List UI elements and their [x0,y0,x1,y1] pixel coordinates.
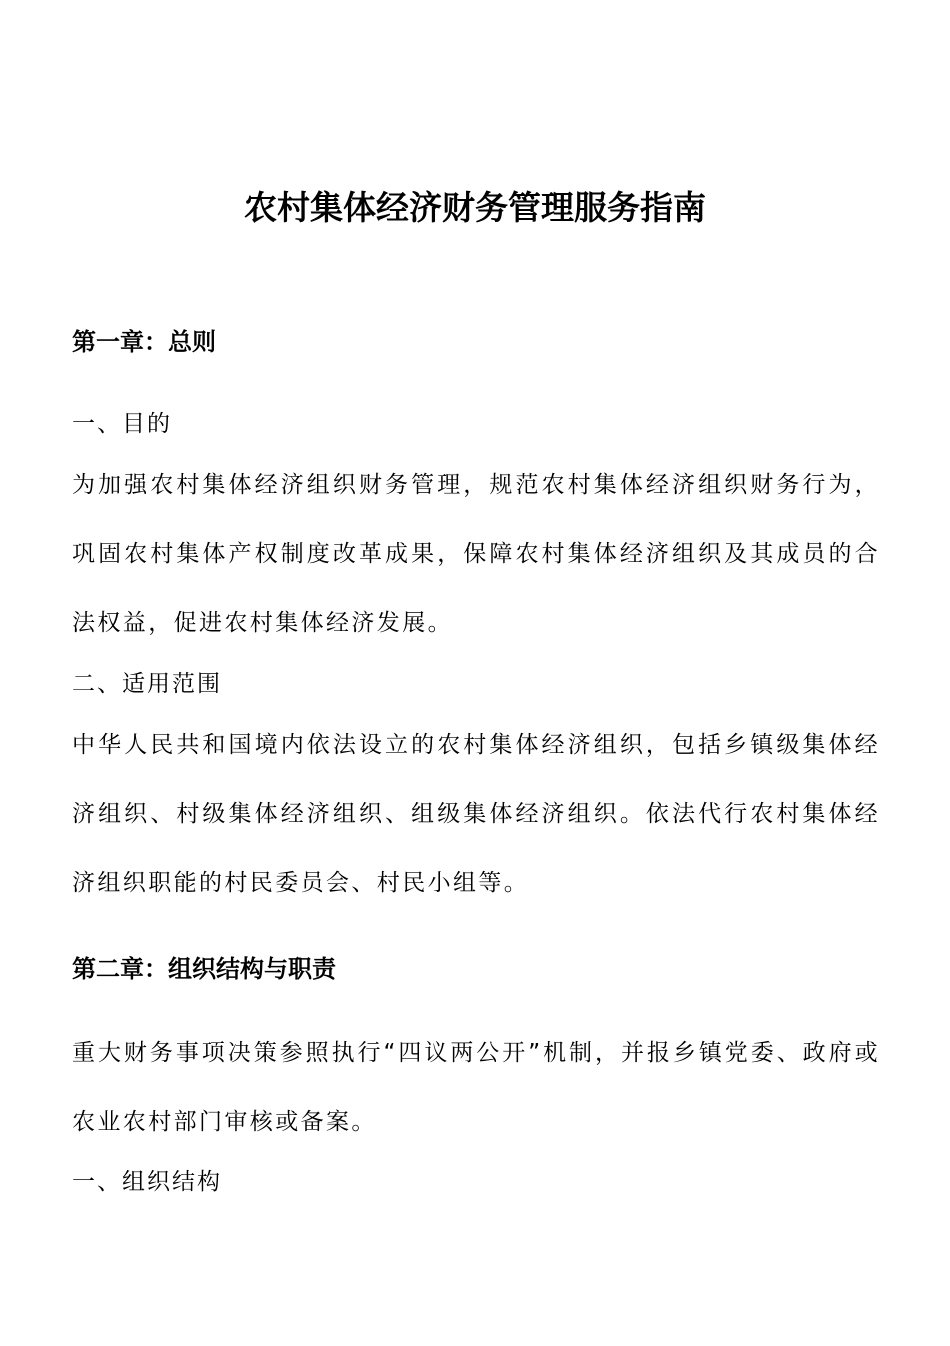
chapter-1-section-2-heading: 二、适用范围 [72,671,222,697]
chapter-1-heading: 第一章：总则 [72,328,216,356]
chapter-2-intro-body: 重大财务事项决策参照执行“四议两公开”机制，并报乡镇党委、政府或农业农村部门审核或备案。 [72,1040,880,1135]
chapter-1-section-2-body: 中华人民共和国境内依法设立的农村集体经济组织，包括乡镇级集体经济组织、村级集体经济组织、组级集体经济组织。依法代行农村集体经济组织职能的村民委员会、村民小组等。 [72,732,880,896]
chapter-1-section-1-body: 为加强农村集体经济组织财务管理，规范农村集体经济组织财务行为，巩固农村集体产权制度改革成果，保障农村集体经济组织及其成员的合法权益，促进农村集体经济发展。 [72,472,880,636]
chapter-2-heading: 第二章：组织结构与职责 [72,955,336,983]
chapter-1-section-1-heading: 一、目的 [72,411,172,437]
chapter-2-section-1-heading: 一、组织结构 [72,1169,222,1195]
document-title: 农村集体经济财务管理服务指南 [244,188,706,228]
